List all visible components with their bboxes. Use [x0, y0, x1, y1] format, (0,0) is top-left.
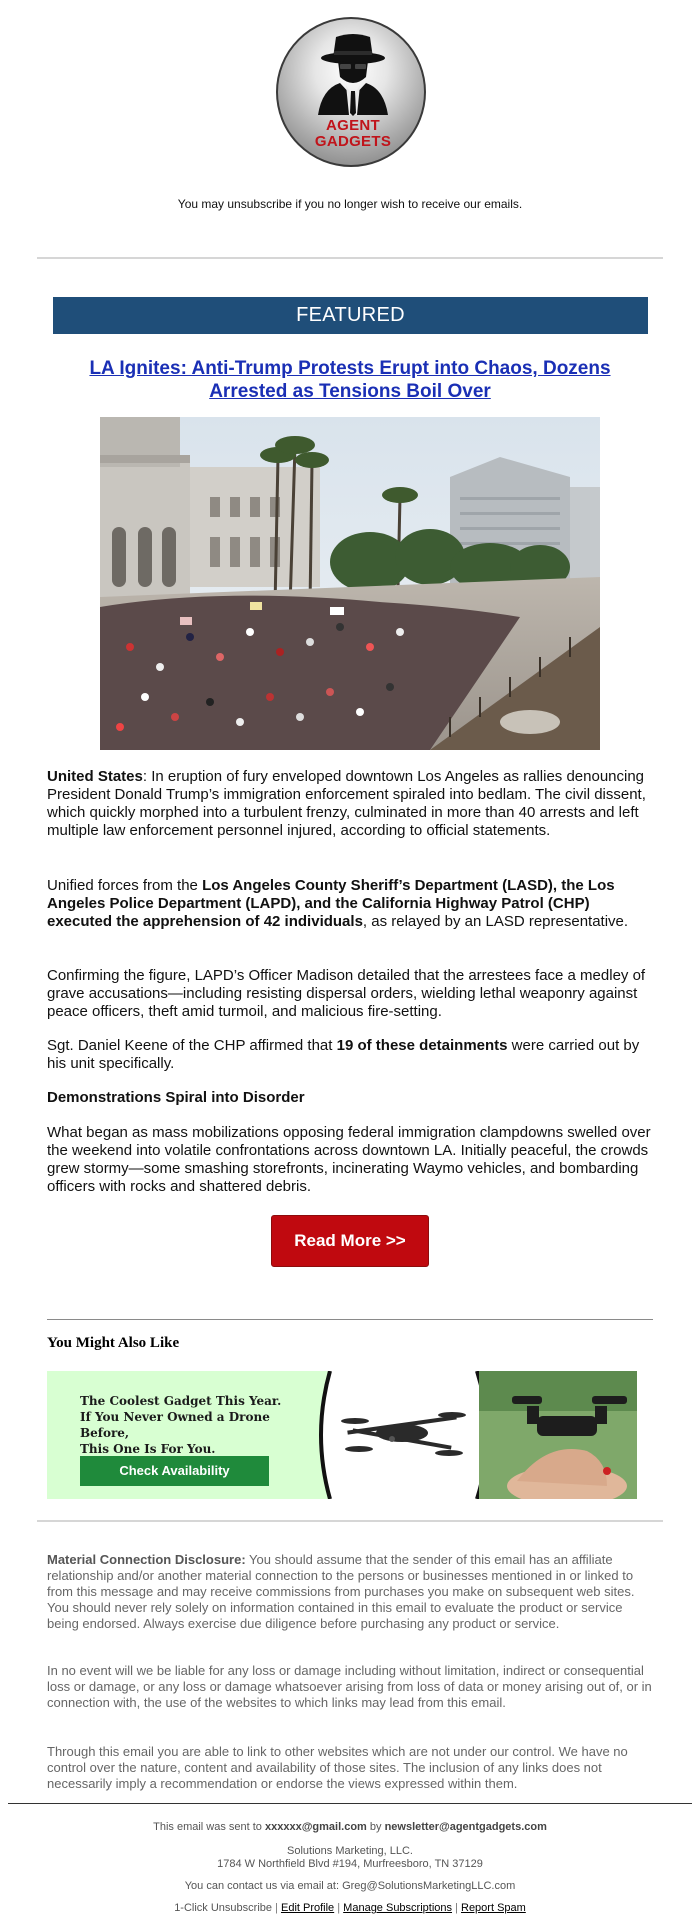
- divider: [8, 1803, 692, 1804]
- liability-disclaimer: In no event will we be liable for any loss or damage including without limitation, indirect or consequential loss or damage, or any loss or damage whatsoever arising from loss of data or money arising out of, or in connection with, the use of the websites to which links may lead from this email.: [47, 1663, 652, 1710]
- article-headline-link[interactable]: LA Ignites: Anti-Trump Protests Erupt into Chaos, Dozens Arrested as Tensions Boil Over: [89, 358, 611, 402]
- recipient-email: xxxxxx@gmail.com: [264, 1821, 367, 1833]
- read-more-button[interactable]: Read More >>: [271, 1215, 429, 1267]
- divider: [37, 1520, 663, 1522]
- article-lead: United States: [47, 768, 143, 785]
- sent-to-notice: This email was sent to xxxxxx@gmail.com by newsletter@agentgadgets.com: [153, 1821, 547, 1833]
- divider: [37, 257, 663, 259]
- article-paragraph: United States: In eruption of fury enveloped downtown Los Angeles as rallies denouncing President Donald Trump’s immigration enforcement spiraled into bedlam. The civil dissent, which quickly morphed into a turbulent frenzy, culminated in more than 40 arrests and left multiple law enforcement personnel injured, according to official statements.: [47, 768, 646, 839]
- drone-ad-copy: The Coolest Gadget This Year. If You Never Owned a Drone Before, This One Is For You.: [80, 1394, 282, 1456]
- featured-banner: FEATURED: [53, 297, 648, 334]
- footer-links: 1-Click Unsubscribe | Edit Profile | Manage Subscriptions | Report Spam: [174, 1902, 526, 1914]
- logo-text-gadgets: GADGETS: [314, 133, 392, 150]
- sender-email: newsletter@agentgadgets.com: [384, 1821, 547, 1833]
- article-paragraph: What began as mass mobilizations opposing federal immigration clampdowns swelled over the weekend into volatile confrontations across downtown LA. Initially peaceful, the crowds grew stormy—some smashing storefronts, incinerating Waymo vehicles, and bombarding officers with rocks and shattered debris.: [47, 1124, 651, 1195]
- divider: [47, 1319, 653, 1320]
- recommendations-heading: You Might Also Like: [47, 1335, 180, 1351]
- report-spam-link[interactable]: Report Spam: [461, 1902, 526, 1914]
- company-name: Solutions Marketing, LLC.: [287, 1845, 413, 1857]
- manage-subscriptions-link[interactable]: Manage Subscriptions: [343, 1902, 453, 1914]
- edit-profile-link[interactable]: Edit Profile: [280, 1902, 335, 1914]
- material-disclosure: Material Connection Disclosure: You should assume that the sender of this email has an affiliate relationship and/or another material connection to the persons or businesses mentioned in or linked to from this message and may receive commissions from purchases you make on subsequent web sites. You should never rely solely on information contained in this email to evaluate the product or service being endorsed. Always exercise due diligence before purchasing any product or service.: [47, 1552, 635, 1631]
- article-paragraph: Sgt. Daniel Keene of the CHP affirmed that 19 of these detainments were carried out by his unit specifically.: [47, 1037, 640, 1072]
- article-paragraph: Confirming the figure, LAPD’s Officer Madison detailed that the arrestees face a medley of grave accusations—including resisting dispersal orders, wielding lethal weaponry against peace officers, theft amid turmoil, and malicious fire-setting.: [47, 967, 646, 1020]
- logo-text-agent: AGENT: [326, 117, 380, 134]
- one-click-unsubscribe-label: 1-Click Unsubscribe: [174, 1902, 272, 1914]
- unsubscribe-note: You may unsubscribe if you no longer wish to receive our emails.: [177, 197, 523, 211]
- protest-crowd-photo[interactable]: [100, 417, 600, 750]
- article-subheading: Demonstrations Spiral into Disorder: [47, 1089, 305, 1106]
- company-address: 1784 W Northfield Blvd #194, Murfreesboro, TN 37129: [217, 1858, 483, 1870]
- drone-ad-banner[interactable]: [47, 1371, 637, 1499]
- contact-email: You can contact us via email at: Greg@SolutionsMarketingLLC.com: [184, 1880, 516, 1892]
- article-paragraph: Unified forces from the Los Angeles County Sheriff’s Department (LASD), the Los Angeles Police Department (LAPD), and the California Highway Patrol (CHP) executed the apprehension of 42 individuals, as relayed by an LASD representative.: [47, 877, 629, 930]
- check-availability-button[interactable]: Check Availability: [80, 1456, 269, 1486]
- external-links-disclaimer: Through this email you are able to link to other websites which are not under our control. We have no control over the nature, content and availability of those sites. The inclusion of any links does not necessarily imply a recommendation or endorse the views expressed within them.: [47, 1744, 628, 1791]
- agent-gadgets-logo[interactable]: [276, 17, 426, 167]
